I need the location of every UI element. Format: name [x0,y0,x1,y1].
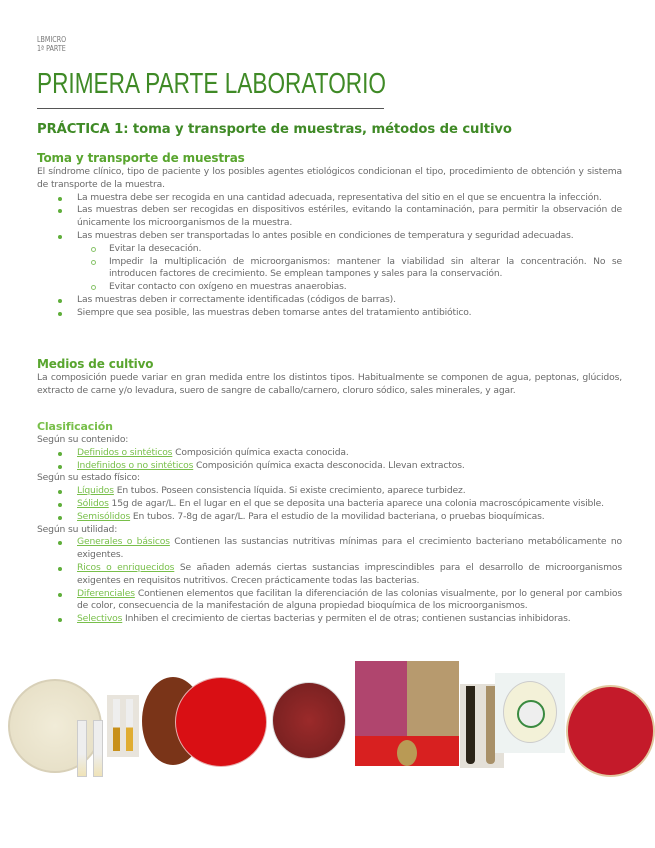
section-heading: Toma y transporte de muestras [37,151,245,165]
term-description: Inhiben el crecimiento de ciertas bacterias y permiten el de otras; contienen sustancias inhibidoras. [122,613,571,625]
page-title: PRIMERA PARTE LABORATORIO [37,68,387,100]
culture-media-images [0,655,655,765]
blood-agar-colony-image [355,736,459,766]
blood-agar-plate-image [566,685,655,777]
term-link[interactable]: Selectivos [77,613,123,625]
list-item [37,485,622,498]
sub-list-item: Evitar la desecación. [77,243,622,256]
term-link[interactable]: Semisólidos [77,510,131,522]
term-link[interactable]: Diferenciales [77,587,135,599]
term-description: Composición química exacta desconocida. Llevan extractos. [193,459,465,471]
term-description: Contienen las sustancias nutritivas mínimas para el crecimiento bacteriano metabólicamente no exigentes. [77,536,622,561]
practice-heading: PRÁCTICA 1: toma y transporte de muestras, métodos de cultivo [37,122,512,137]
group-label: Según su utilidad: [37,523,118,535]
term-link[interactable]: Definidos o sintéticos [77,446,173,458]
selective-plate-image [495,673,565,753]
section-toma [37,151,622,320]
tubes-image [93,720,103,777]
paragraph: La composición puede variar en gran medida entre los distintos tipos. Habitualmente se componen de agua, peptonas, glúcidos, extracto de carne y/o levadura, suero de sangre de caballo/carnero, cloruro sódico, sales minerales, y agar. [37,372,622,396]
list-item: Las muestras deben ir correctamente identificadas (códigos de barras). [37,294,622,307]
hemolysis-plate-image [272,682,346,759]
term-description: Composición química exacta conocida. [172,446,349,458]
list-item [37,588,622,614]
header-course: LBMICRO [37,35,67,44]
paragraph: El síndrome clínico, tipo de paciente y los posibles agentes etiológicos condicionan el tipo, procedimiento de obtención y sistema de transporte de la muestra. [37,166,622,190]
list-item [37,562,622,588]
plate-image [8,679,102,773]
list-item [37,536,622,562]
sub-list-item: Impedir la multiplicación de microorganismos: mantener la viabilidad sin alterar la concentración. No se introducen factores de crecimiento. Se emplean tampones y sales para la conservación. [77,256,622,282]
subsection-heading: Clasificación [37,420,113,433]
term-description: Contienen elementos que facilitan la diferenciación de las colonias visualmente, por lo general por cambios de color, consecuencia de la manifestación de alguna propiedad bioquímica de los microorganismos. [77,587,622,612]
title-divider [37,108,384,109]
list-item: La muestra debe ser recogida en una cantidad adecuada, representativa del sitio en el que se encuentra la infección. [37,192,622,205]
term-link[interactable]: Ricos o enriquecidos [77,561,175,573]
term-link[interactable]: Indefinidos o no sintéticos [77,459,194,471]
list-item-text: Las muestras deben ser transportadas lo antes posible en condiciones de temperatura y seguridad adecuadas. [77,229,574,241]
list-item [37,511,622,524]
list-item [37,613,622,626]
list-item [37,230,622,294]
term-description: En tubos. Poseen consistencia líquida. Si existe crecimiento, aparece turbidez. [113,485,466,497]
list-item: Las muestras deben ser recogidas en dispositivos estériles, evitando la contaminación, para permitir la observación de únicamente los microorganismos de la muestra. [37,204,622,230]
list-item: Siempre que sea posible, las muestras deben tomarse antes del tratamiento antibiótico. [37,307,622,320]
tubes-image [107,695,139,757]
term-link[interactable]: Sólidos [77,497,109,509]
list-item [37,460,622,473]
section-clasificacion [37,420,622,626]
section-heading: Medios de cultivo [37,357,154,371]
section-medios [37,357,622,398]
group-label: Según su estado físico: [37,472,140,484]
list-item [37,498,622,511]
sub-list-item: Evitar contacto con oxígeno en muestras anaerobias. [77,281,622,294]
blood-agar-image [175,677,267,767]
term-description: 15g de agar/L. En el lugar en el que se deposita una bacteria aparece una colonia macroscópicamente visible. [108,497,604,509]
group-label: Según su contenido: [37,434,129,445]
term-description: En tubos. 7-8g de agar/L. Para el estudio de la movilidad bacteriana, o pruebas bioquímicas. [130,510,545,522]
running-header [37,35,534,53]
term-description: Se añaden además ciertas sustancias imprescindibles para el desarrollo de microorganismos exigentes en requisitos nutritivos. Crecen prácticamente todas las bacterias. [77,561,622,586]
term-link[interactable]: Líquidos [77,485,114,497]
term-link[interactable]: Generales o básicos [77,536,170,548]
list-item [37,447,622,460]
header-part: 1ª PARTE [37,44,66,53]
differential-plate-image [355,661,459,736]
tubes-image [77,720,87,777]
